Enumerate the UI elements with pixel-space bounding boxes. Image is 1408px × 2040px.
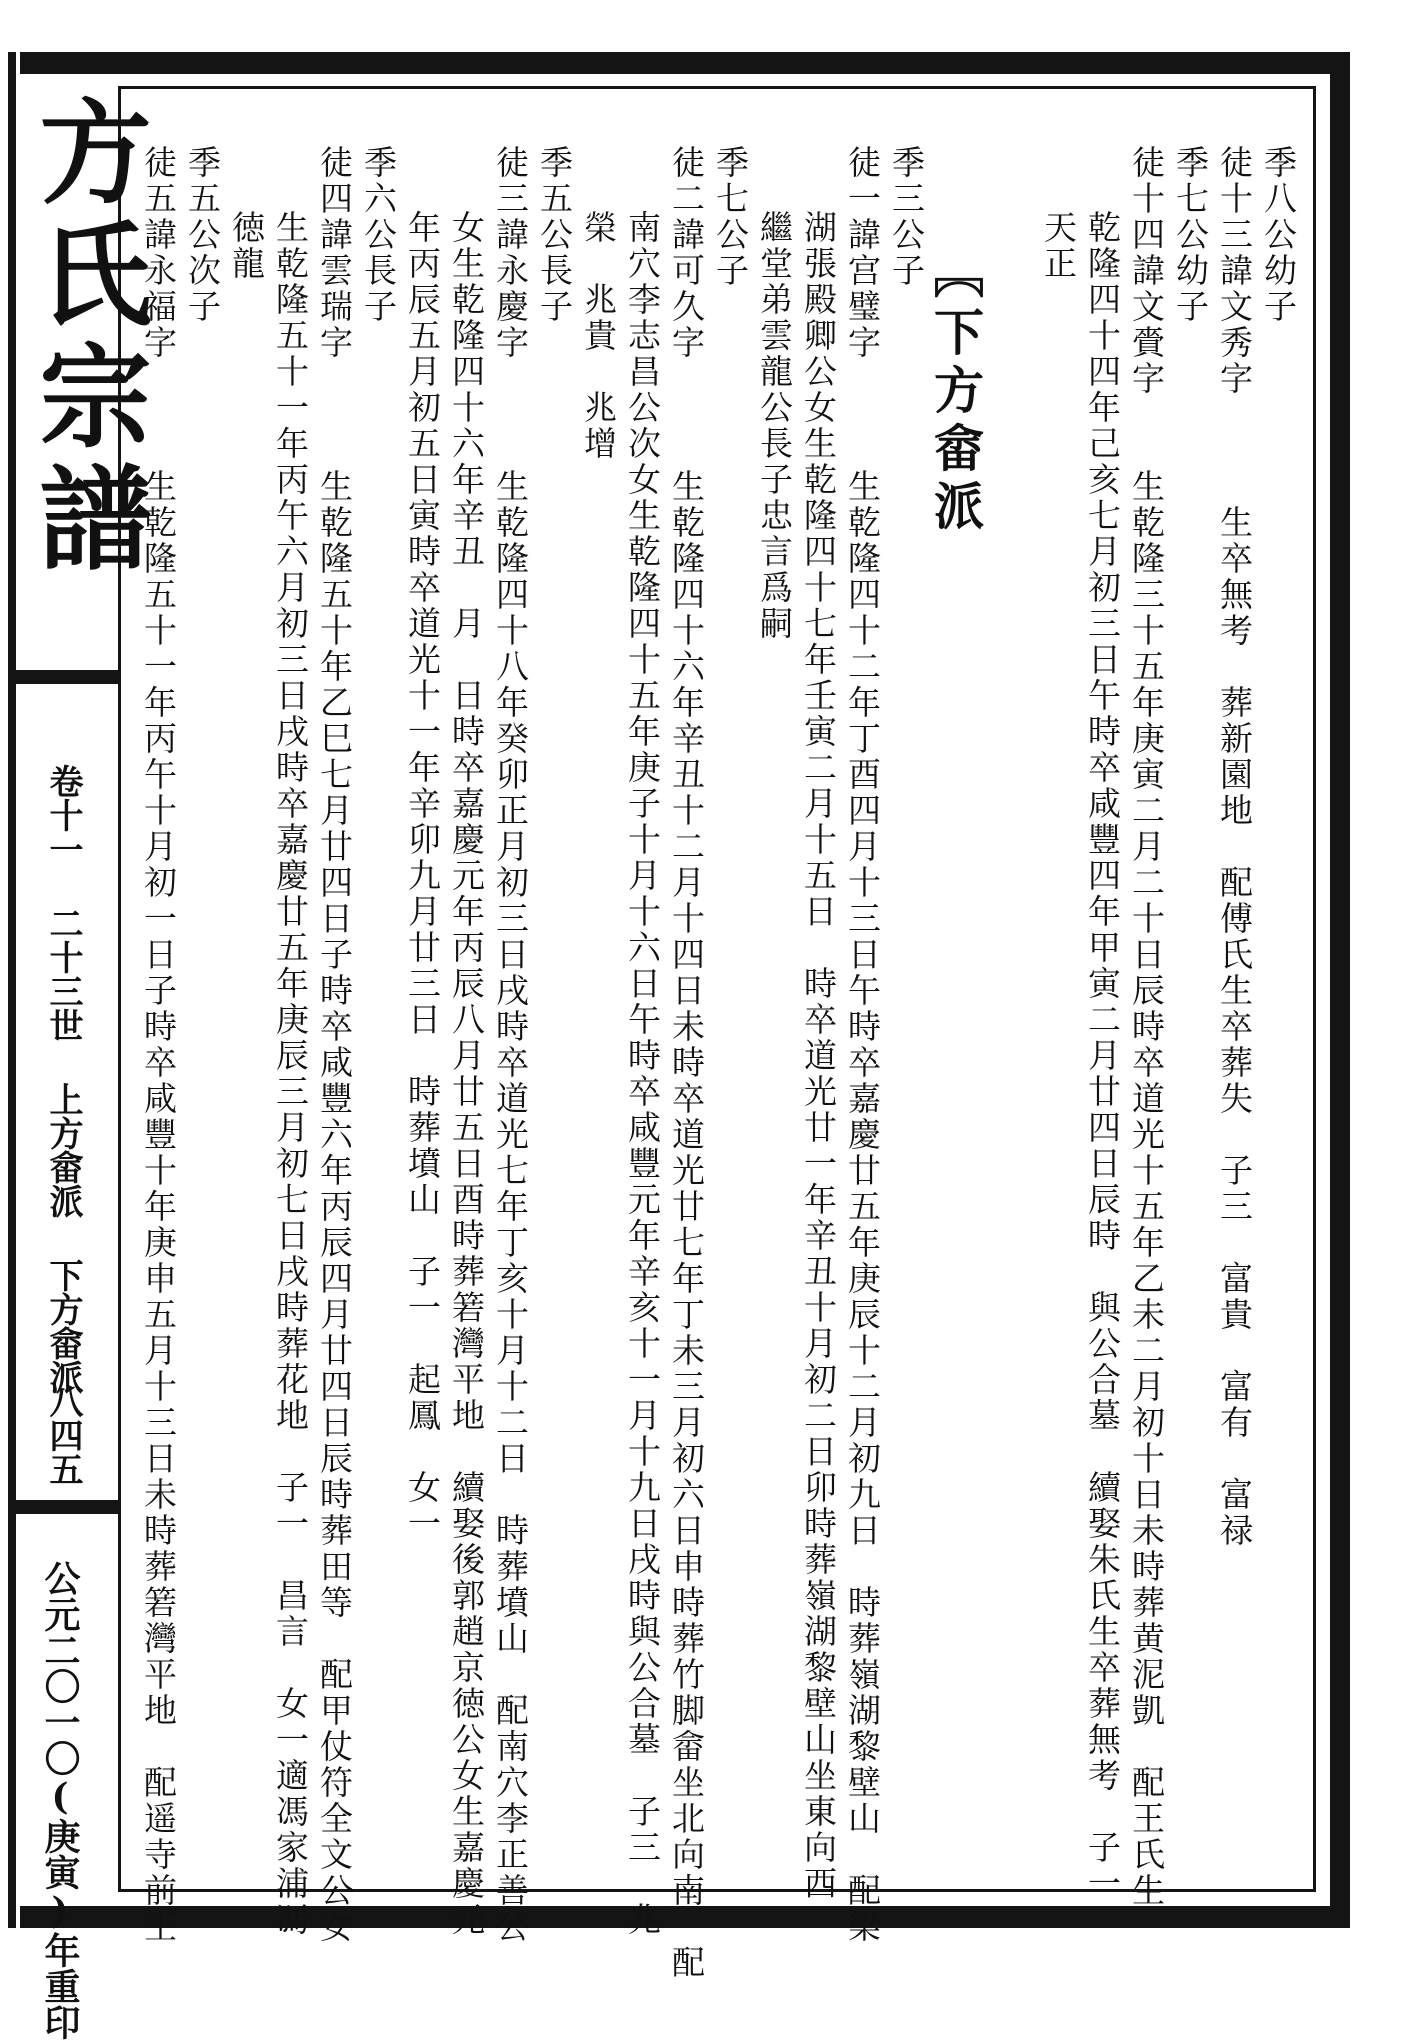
text-column: 徒三諱永慶字 生乾隆四十八年癸卯正月初三日戌時卒道光七年丁亥十月十二日 時葬墳山 配南穴李正善公	[491, 145, 530, 1945]
text-column: 季五公次子	[183, 145, 222, 325]
right-border	[1330, 52, 1350, 1928]
section-heading: 〖下方畲派	[926, 248, 985, 538]
text-column: 天正	[1039, 210, 1078, 282]
top-border	[20, 52, 1350, 74]
spine-divider	[16, 670, 118, 684]
text-column: 季三公子	[887, 145, 926, 289]
text-column: 徒十三諱文秀字 生卒無考 葬新園地 配傅氏生卒葬失 子三 富貴 富有 富禄	[1215, 145, 1254, 1549]
text-column: 季七公子	[711, 145, 750, 289]
text-column: 榮 兆貴 兆增	[579, 210, 618, 462]
text-column: 女生乾隆四十六年辛丑 月 日時卒嘉慶元年丙辰八月廿五日酉時葬箬灣平地 續娶後郭趙京徳公女生嘉慶元	[447, 210, 486, 1938]
volume-info: 卷十一 二十三世 上方畲派 下方畲派	[43, 764, 83, 1394]
text-column: 季五公長子	[535, 145, 574, 325]
text-column: 徒十四諱文賫字 生乾隆三十五年庚寅二月二十日辰時卒道光十五年乙未二月初十日未時葬黄泥凱 配王氏生	[1127, 145, 1166, 1909]
text-column: 乾隆四十四年己亥七月初三日午時卒咸豐四年甲寅二月廿四日辰時 與公合墓 續娶朱氏生卒葬無考 子一	[1083, 210, 1122, 1902]
text-column: 年丙辰五月初五日寅時卒道光十一年辛卯九月廿三日 時葬墳山 子一 起鳳 女一	[403, 210, 442, 1542]
reprint-note: 公元二〇一〇(庚寅)年重印	[39, 1560, 81, 2040]
text-column: 徒五諱永福字 生乾隆五十一年丙午十月初一日子時卒咸豐十年庚申五月十三日未時葬箬灣平地 配遥寺前王	[139, 145, 178, 1945]
text-column: 徳龍	[227, 210, 266, 282]
book-title: 方氏宗譜	[21, 94, 152, 582]
text-column: 季六公長子	[359, 145, 398, 325]
text-column: 徒四諱雲瑞字 生乾隆五十年乙巳七月廿四日子時卒咸豐六年丙辰四月廿四日辰時葬田等 配甲仗符全文公女	[315, 145, 354, 1945]
text-column: 徒一諱宫璧字 生乾隆四十二年丁酉四月十三日午時卒嘉慶廿五年庚辰十二月初九日 時葬嶺湖黎壁山 配梁	[843, 145, 882, 1945]
text-column: 季七公幼子	[1171, 145, 1210, 325]
page-number: 八四五	[43, 1384, 83, 1486]
text-column: 繼堂弟雲龍公長子忠言爲嗣	[755, 210, 794, 642]
spine-divider	[16, 1500, 118, 1514]
left-border	[8, 52, 16, 1928]
spine-column	[16, 74, 152, 2040]
text-column: 生乾隆五十一年丙午六月初三日戌時卒嘉慶廿五年庚辰三月初七日戌時葬花地 子一 昌言 女一適馮家浦馮	[271, 210, 310, 1938]
text-column: 徒二諱可久字 生乾隆四十六年辛丑十二月十四日未時卒道光廿七年丁未三月初六日申時葬竹脚畲坐北向南 配	[667, 145, 706, 1981]
text-column: 湖張殿卿公女生乾隆四十七年壬寅二月十五日 時卒道光廿一年辛丑十月初二日卯時葬嶺湖黎壁山坐東向西	[799, 210, 838, 1902]
text-column: 南穴李志昌公次女生乾隆四十五年庚子十月十六日午時卒咸豐元年辛亥十一月十九日戌時與公合墓 子三 兆	[623, 210, 662, 1938]
text-column: 季八公幼子	[1259, 145, 1298, 325]
